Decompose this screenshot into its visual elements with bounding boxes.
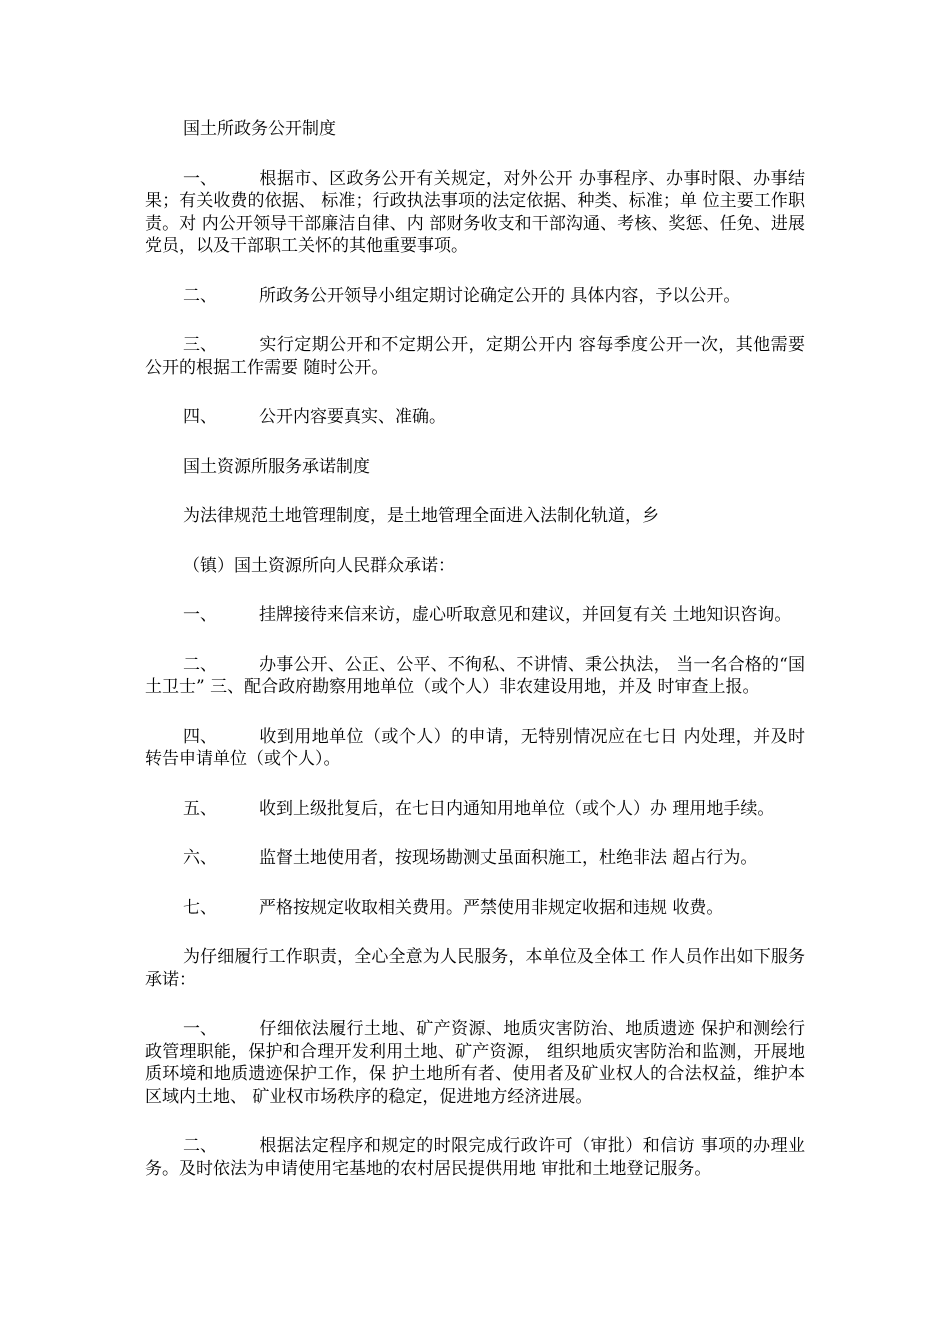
clause-number: 六、 (183, 848, 217, 868)
clause (145, 847, 805, 870)
intro-paragraph: 为法律规范土地管理制度，是土地管理全面进入法制化轨道，乡 (183, 506, 659, 526)
clause-text: 所政务公开领导小组定期讨论确定公开的 具体内容，予以公开。 (259, 285, 741, 306)
clause-number: 四、 (183, 407, 217, 427)
clause-text: 办事公开、公正、公平、不徇私、不讲情、秉公执法， 当一名合格的“国土卫士” 三、配合政府勘察用地单位（或个人）非农建设用地，并及 时审查上报。 (145, 654, 805, 697)
clause-number: 四、 (183, 726, 217, 747)
intro-paragraph: （镇）国土资源所向人民群众承诺： (183, 555, 455, 576)
clause (145, 726, 805, 771)
intro-paragraph: 为仔细履行工作职责，全心全意为人民服务，本单位及全体工 作人员作出如下服务承诺： (145, 947, 805, 990)
clause-number: 一、 (183, 1019, 217, 1039)
clause (145, 1018, 805, 1108)
clause-text: 严格按规定收取相关费用。严禁使用非规定收据和违规 收费。 (259, 897, 724, 918)
clause (145, 406, 805, 429)
clause-text: 根据法定程序和规定的时限完成行政许可（审批）和信访 事项的办理业务。及时依法为申请使用宅基地的农村居民提供用地 审批和土地登记服务。 (145, 1136, 805, 1179)
clause (145, 604, 805, 627)
clause-text: 实行定期公开和不定期公开，定期公开内 容每季度公开一次，其他需要公开的根据工作需要 随时公开。 (145, 335, 805, 378)
clause-text: 监督土地使用者，按现场勘测丈虽面积施工，杜绝非法 超占行为。 (259, 848, 758, 868)
clause-number: 二、 (183, 285, 217, 306)
clause-number: 一、 (183, 605, 217, 625)
clause-number: 二、 (183, 654, 217, 675)
clause (145, 285, 805, 308)
clause (145, 798, 805, 821)
document-page (145, 118, 805, 1207)
clause (145, 1135, 805, 1180)
clause (145, 334, 805, 379)
clause-number: 一、 (183, 168, 217, 189)
clause (145, 897, 805, 920)
clause-text: 仔细依法履行土地、矿产资源、地质灾害防治、地质遗迹 保护和测绘行政管理职能，保护和合理开发利用土地、矿产资源， 组织地质灾害防治和监测，开展地质环境和地质遗迹保护工作，保 护土地所有者、使用者及矿业权人的合法权益，维护本区域内土地、 矿业权市场秩序的稳定，促进地方经济进展。 (145, 1019, 805, 1107)
clause (145, 168, 805, 258)
clause-text: 收到上级批复后，在七日内通知用地单位（或个人）办 理用地手续。 (259, 798, 775, 819)
clause-text: 挂牌接待来信来访，虚心听取意见和建议，并回复有关 土地知识咨询。 (259, 605, 792, 625)
section-title: 国土资源所服务承诺制度 (183, 456, 370, 477)
clause (145, 654, 805, 699)
clause-number: 三、 (183, 335, 217, 355)
clause-number: 七、 (183, 897, 217, 918)
clause-text: 根据市、区政务公开有关规定，对外公开 办事程序、办事时限、办事结果；有关收费的依据、 标准；行政执法事项的法定依据、种类、标准；单 位主要工作职责。对 内公开领导干部廉洁自律、内 部财务收支和干部沟通、考核、奖惩、任免、进展 党员，以及干部职工关怀的其他重要事项。 (145, 168, 805, 256)
section-title: 国土所政务公开制度 (183, 119, 336, 139)
clause-text: 收到用地单位（或个人）的申请，无特别情况应在七日 内处理，并及时转告申请单位（或个人）。 (145, 726, 805, 769)
clause-text: 公开内容要真实、准确。 (259, 407, 446, 427)
clause-number: 二、 (183, 1136, 217, 1156)
clause-number: 五、 (183, 798, 217, 819)
